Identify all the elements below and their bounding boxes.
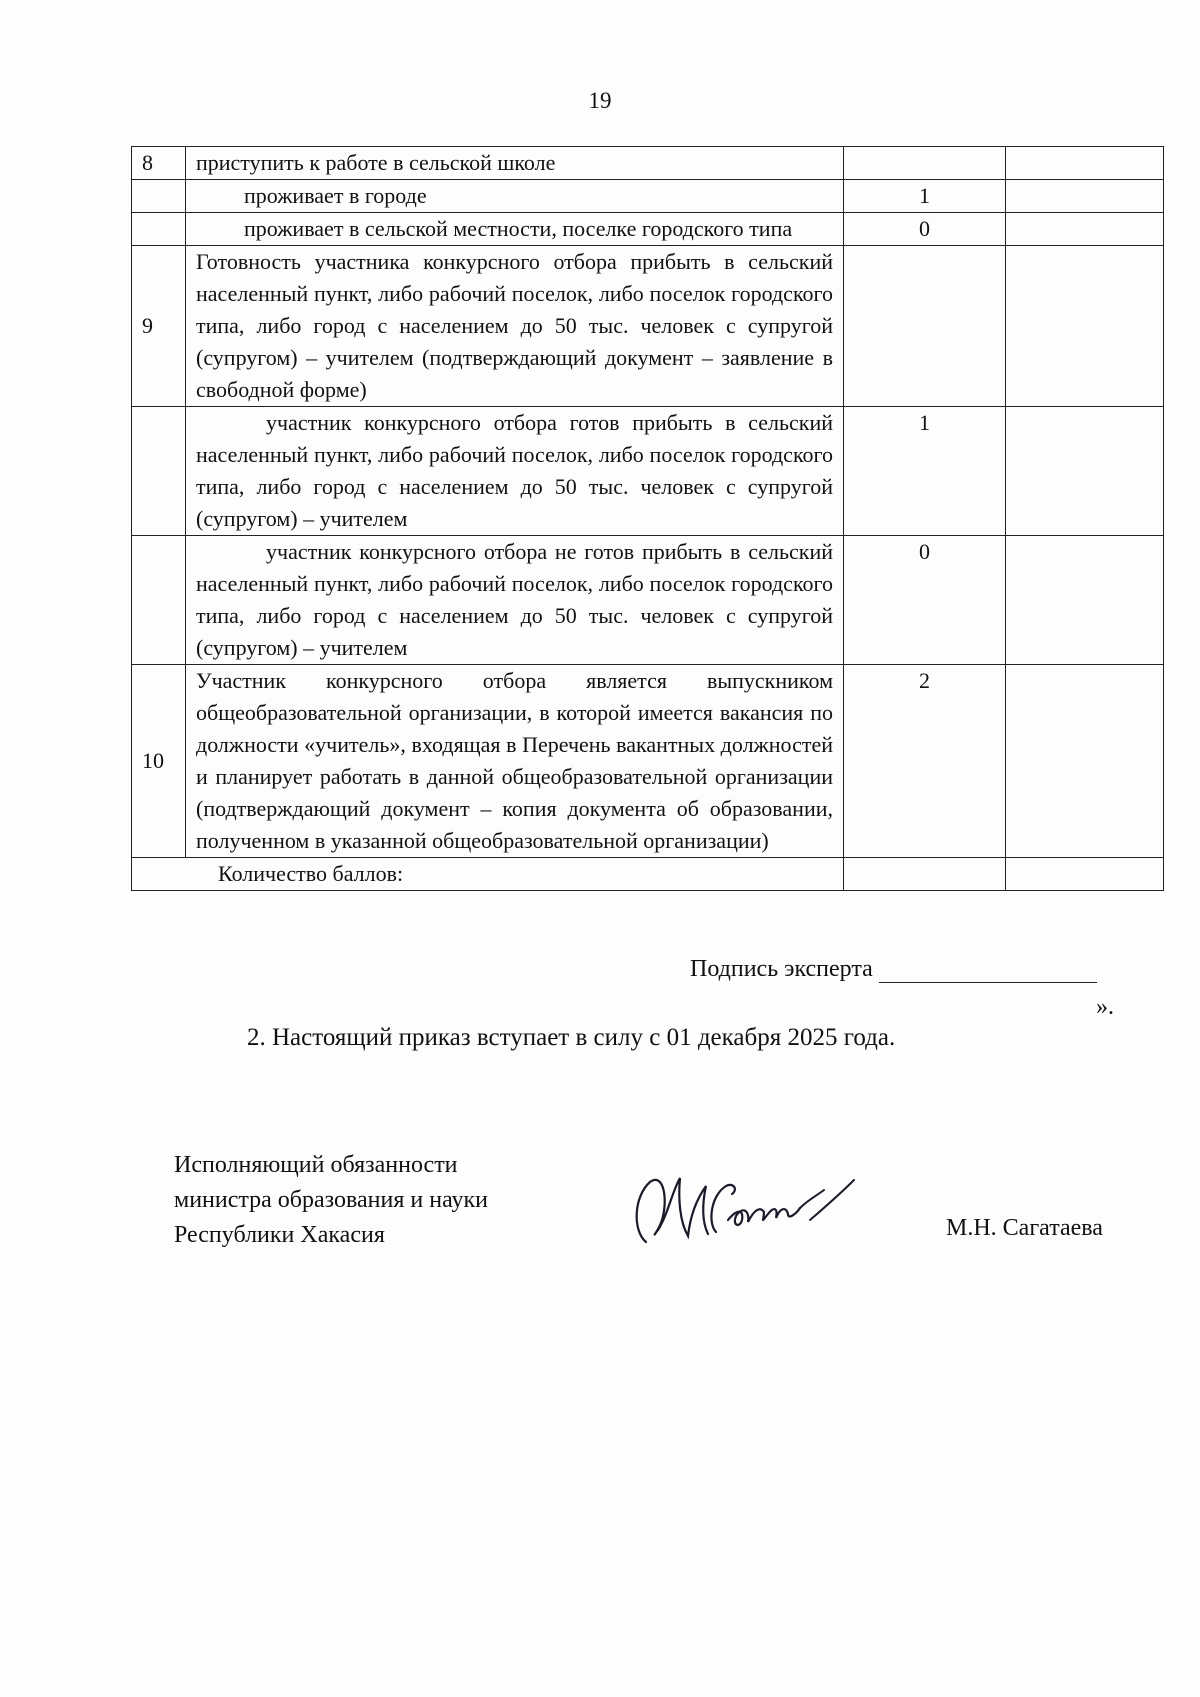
row-expert-score <box>1006 665 1164 858</box>
row-number: 8 <box>132 147 186 180</box>
row-number: 10 <box>132 665 186 858</box>
row-score: 0 <box>844 536 1006 665</box>
row-description: проживает в городе <box>186 180 844 213</box>
total-score <box>844 858 1006 891</box>
row-score <box>844 246 1006 407</box>
row-score: 1 <box>844 180 1006 213</box>
row-number <box>132 213 186 246</box>
table-row <box>132 180 1164 213</box>
signer-title <box>174 1148 488 1253</box>
row-expert-score <box>1006 180 1164 213</box>
handwritten-signature <box>628 1160 868 1260</box>
signature-line <box>879 960 1097 983</box>
row-description: проживает в сельской местности, поселке городского типа <box>186 213 844 246</box>
expert-signature <box>690 956 1097 983</box>
row-description: приступить к работе в сельской школе <box>186 147 844 180</box>
table-row <box>132 536 1164 665</box>
criteria-table <box>131 146 1164 891</box>
table-row <box>132 665 1164 858</box>
row-score: 0 <box>844 213 1006 246</box>
row-expert-score <box>1006 246 1164 407</box>
row-number <box>132 180 186 213</box>
closing-quote: ». <box>1096 994 1114 1020</box>
row-number: 9 <box>132 246 186 407</box>
row-description: участник конкурсного отбора не готов прибыть в сельский населенный пункт, либо рабочий поселок, либо поселок городского типа, либо город с населением до 50 тыс. человек с супругой (супругом) – учителем <box>186 536 844 665</box>
signer-title-line: министра образования и науки <box>174 1187 489 1213</box>
row-expert-score <box>1006 147 1164 180</box>
signer-title-line: Исполняющий обязанности <box>174 1152 458 1178</box>
table-row <box>132 147 1164 180</box>
row-description: участник конкурсного отбора готов прибыть в сельский населенный пункт, либо рабочий поселок, либо поселок городского типа, либо город с населением до 50 тыс. человек с супругой (супругом) – учителем <box>186 407 844 536</box>
total-expert-score <box>1006 858 1164 891</box>
table-row <box>132 213 1164 246</box>
row-number <box>132 536 186 665</box>
signer-title-line: Республики Хакасия <box>174 1222 385 1248</box>
row-expert-score <box>1006 213 1164 246</box>
page-number: 19 <box>588 88 612 113</box>
row-score <box>844 147 1006 180</box>
row-expert-score <box>1006 536 1164 665</box>
order-clause: 2. Настоящий приказ вступает в силу с 01 декабря 2025 года. <box>247 1024 896 1051</box>
row-number <box>132 407 186 536</box>
table-row <box>132 246 1164 407</box>
total-label: Количество баллов: <box>132 858 844 891</box>
row-score: 2 <box>844 665 1006 858</box>
table-row <box>132 407 1164 536</box>
row-expert-score <box>1006 407 1164 536</box>
row-score: 1 <box>844 407 1006 536</box>
row-description: Готовность участника конкурсного отбора прибыть в сельский населенный пункт, либо рабочий поселок, либо поселок городского типа, либо город с населением до 50 тыс. человек с супругой (супругом) – учителем (подтверждающий документ – заявление в свободной форме) <box>186 246 844 407</box>
total-row <box>132 858 1164 891</box>
expert-signature-label: Подпись эксперта <box>690 956 873 982</box>
row-description: Участник конкурсного отбора является выпускником общеобразовательной организации, в которой имеется вакансия по должности «учитель», входящая в Перечень вакантных должностей и планирует работать в данной общеобразовательной организации (подтверждающий документ – копия документа об образовании, полученном в указанной общеобразовательной организации) <box>186 665 844 858</box>
signer-name: М.Н. Сагатаева <box>946 1215 1103 1241</box>
